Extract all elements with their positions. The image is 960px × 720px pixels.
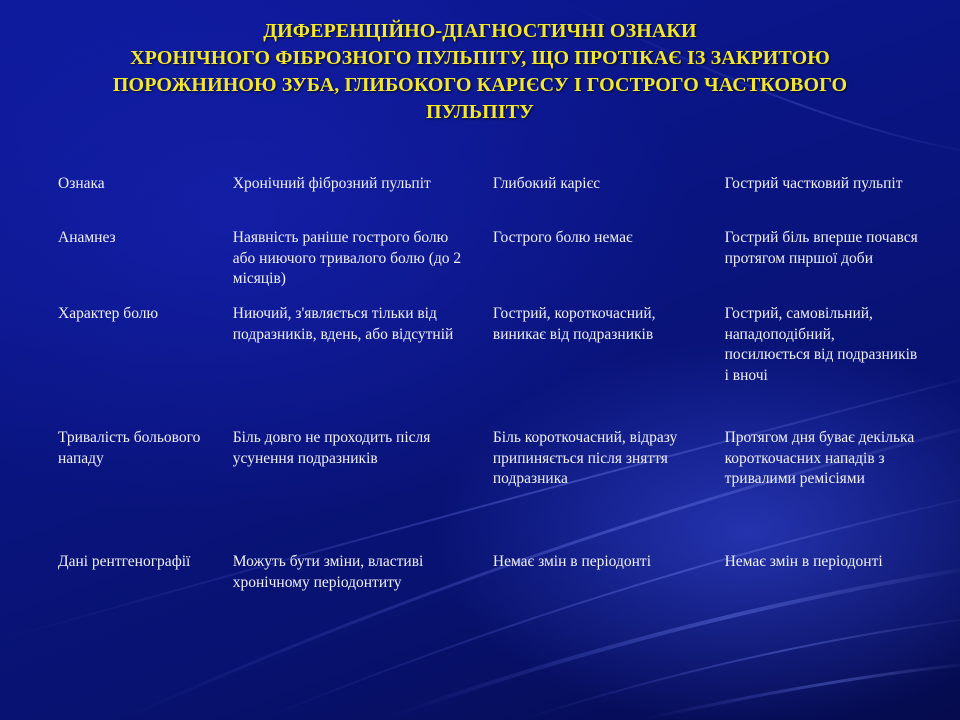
table-cell: Ниючий, з'являється тільки від подразників, вдень, або відсутній [232,305,454,343]
table-cell: Гострий, самовільний, нападоподібний, посилюється від подразників і вночі [724,305,918,384]
title-line-3: ПОРОЖНИНОЮ ЗУБА, ГЛИБОКОГО КАРІЄСУ І ГОСТРОГО ЧАСТКОВОГО [112,74,848,96]
table-cell: Протягом дня буває декілька короткочасних нападів з тривалими ремісіями [724,429,915,487]
title-line-4: ПУЛЬПІТУ [426,101,534,123]
table-cell: Наявність раніше гострого болю або ниючого тривалого болю (до 2 місяців) [232,229,462,287]
header-cell-acute-partial-pulpitis: Гострий частковий пульпіт [724,175,903,192]
header-cell-sign: Ознака [58,175,105,192]
table-row [48,546,928,618]
table-cell: Гострий біль вперше почався протягом пнршої доби [724,229,918,267]
table-cell: Тривалість больового нападу [58,429,201,467]
table-cell: Гострий, короткочасний, виникає від подразників [492,305,656,343]
table-row [48,222,928,298]
table-cell: Анамнез [58,229,116,246]
comparison-table [48,168,928,618]
slide-title [30,18,930,126]
table-cell: Біль довго не проходить після усунення подразників [232,429,431,467]
table-header-row [48,168,928,222]
table-cell: Характер болю [58,305,159,322]
table-row [48,422,928,546]
table-cell: Біль короткочасний, відразу припиняється після зняття подразника [492,429,678,487]
table-row [48,298,928,422]
title-line-1: ДИФЕРЕНЦІЙНО-ДІАГНОСТИЧНІ ОЗНАКИ [263,20,697,42]
table-cell: Немає змін в періодонті [724,553,883,570]
table-cell: Можуть бути зміни, властиві хронічному періодонтиту [232,553,424,591]
table-cell: Немає змін в періодонті [492,553,652,570]
table-cell: Гострого болю немає [492,229,633,246]
title-line-2: ХРОНІЧНОГО ФІБРОЗНОГО ПУЛЬПІТУ, ЩО ПРОТІКАЄ ІЗ ЗАКРИТОЮ [130,47,830,69]
header-cell-chronic-fibrous-pulpitis: Хронічний фіброзний пульпіт [232,175,431,192]
header-cell-deep-caries: Глибокий карієс [492,175,601,192]
table-cell: Дані рентгенографії [58,553,191,570]
